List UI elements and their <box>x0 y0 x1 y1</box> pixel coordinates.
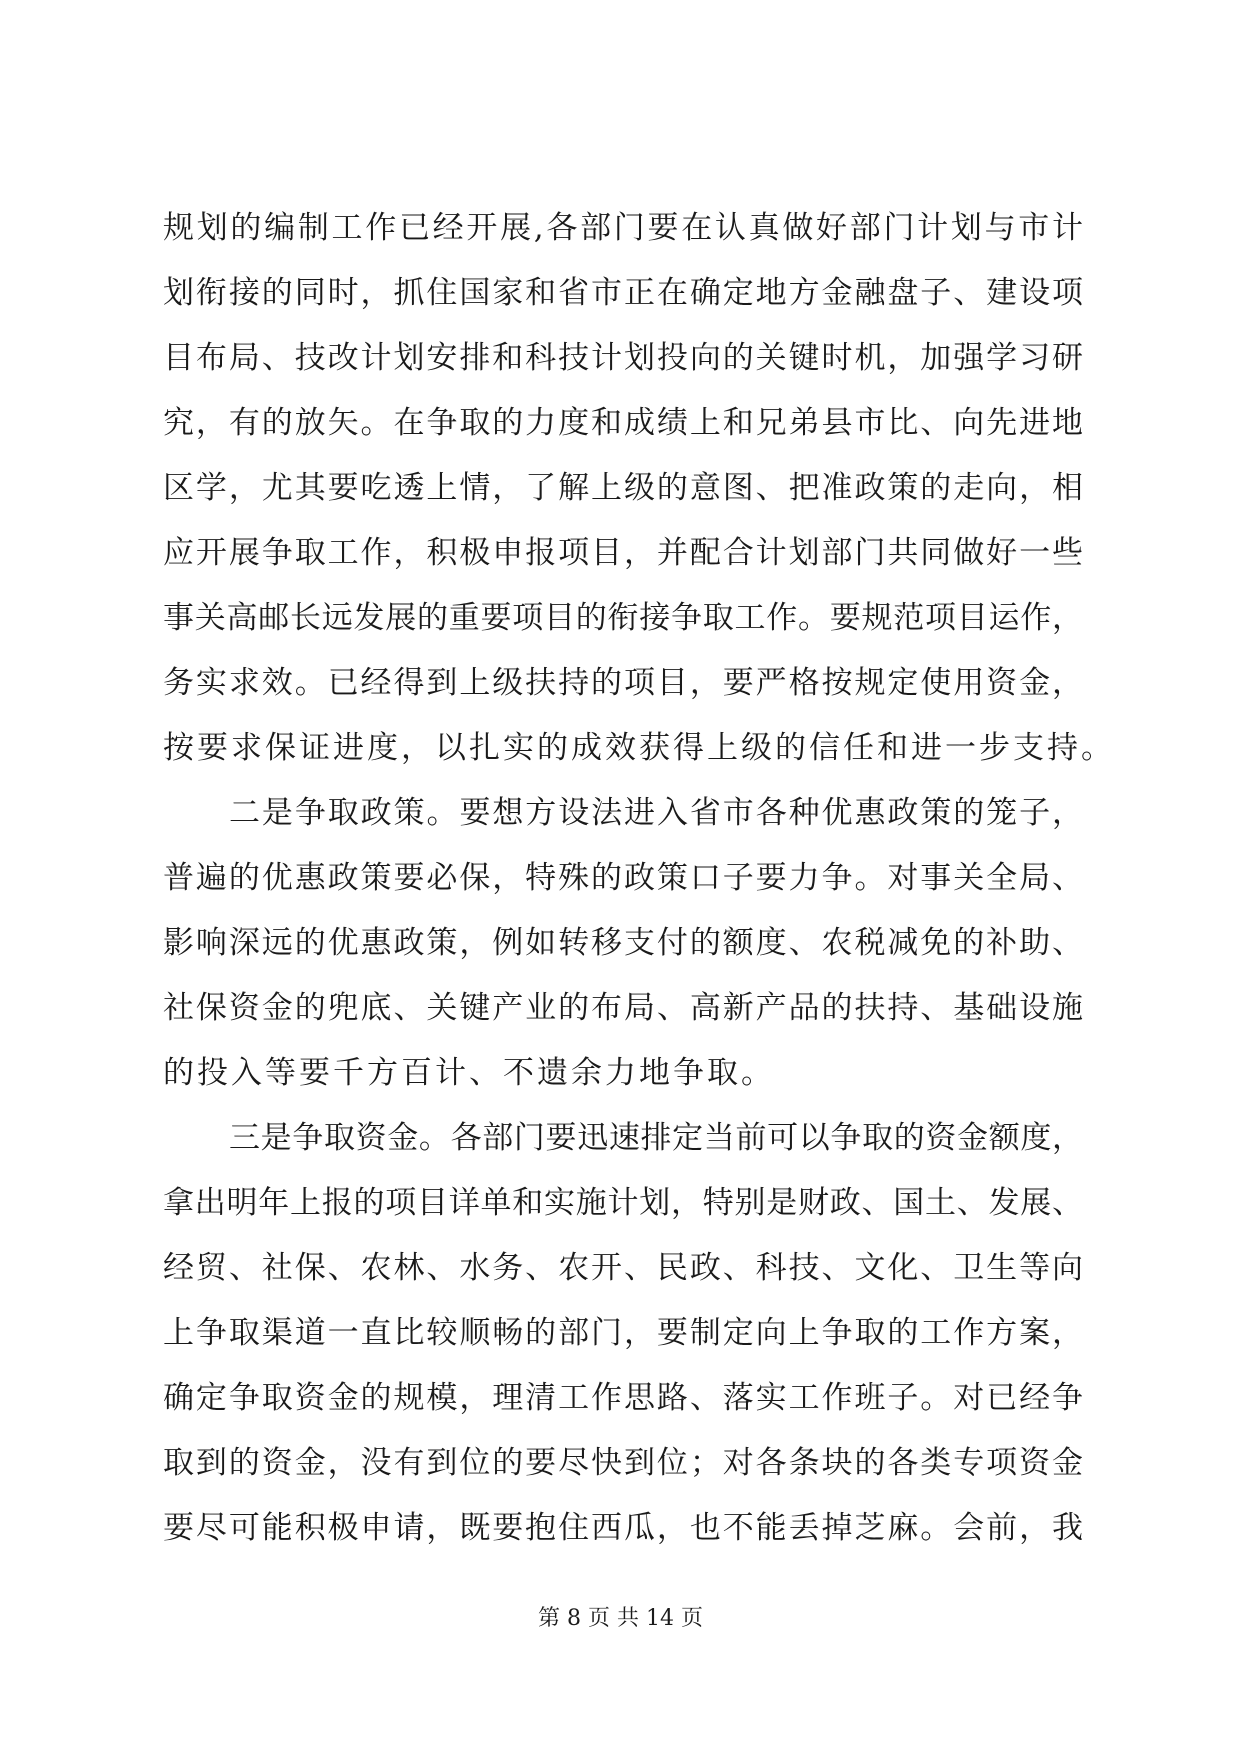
text-line: 目布局、技改计划安排和科技计划投向的关键时机，加强学习研 <box>163 340 1083 376</box>
text-line: 按要求保证进度，以扎实的成效获得上级的信任和进一步支持。 <box>163 730 1115 766</box>
text-line: 区学，尤其要吃透上情，了解上级的意图、把准政策的走向，相 <box>163 470 1083 506</box>
text-line: 的投入等要千方百计、不遗余力地争取。 <box>163 1055 775 1091</box>
text-line: 务实求效。已经得到上级扶持的项目，要严格按规定使用资金， <box>163 665 1083 701</box>
text-line: 究，有的放矢。在争取的力度和成绩上和兄弟县市比、向先进地 <box>163 405 1083 441</box>
paragraph-start-line: 三是争取资金。各部门要迅速排定当前可以争取的资金额度， <box>229 1120 1083 1156</box>
text-line: 经贸、社保、农林、水务、农开、民政、科技、文化、卫生等向 <box>163 1250 1083 1286</box>
page-number-footer: 第 8 页 共 14 页 <box>538 1606 703 1631</box>
text-line: 上争取渠道一直比较顺畅的部门，要制定向上争取的工作方案， <box>163 1315 1083 1351</box>
text-line: 社保资金的兜底、关键产业的布局、高新产品的扶持、基础设施 <box>163 990 1083 1026</box>
text-line: 划衔接的同时，抓住国家和省市正在确定地方金融盘子、建设项 <box>163 275 1083 311</box>
text-line: 事关高邮长远发展的重要项目的衔接争取工作。要规范项目运作， <box>163 600 1083 636</box>
text-line: 确定争取资金的规模，理清工作思路、落实工作班子。对已经争 <box>163 1380 1083 1416</box>
paragraph-start-line: 二是争取政策。要想方设法进入省市各种优惠政策的笼子， <box>229 795 1083 831</box>
text-line: 普遍的优惠政策要必保，特殊的政策口子要力争。对事关全局、 <box>163 860 1083 896</box>
text-line: 影响深远的优惠政策，例如转移支付的额度、农税减免的补助、 <box>163 925 1083 961</box>
text-line: 要尽可能积极申请，既要抱住西瓜，也不能丢掉芝麻。会前，我 <box>163 1510 1083 1546</box>
text-line: 拿出明年上报的项目详单和实施计划，特别是财政、国土、发展、 <box>163 1185 1083 1221</box>
text-line: 规划的编制工作已经开展,各部门要在认真做好部门计划与市计 <box>163 210 1083 246</box>
text-line: 应开展争取工作，积极申报项目，并配合计划部门共同做好一些 <box>163 535 1083 571</box>
text-line: 取到的资金，没有到位的要尽快到位；对各条块的各类专项资金 <box>163 1445 1083 1481</box>
